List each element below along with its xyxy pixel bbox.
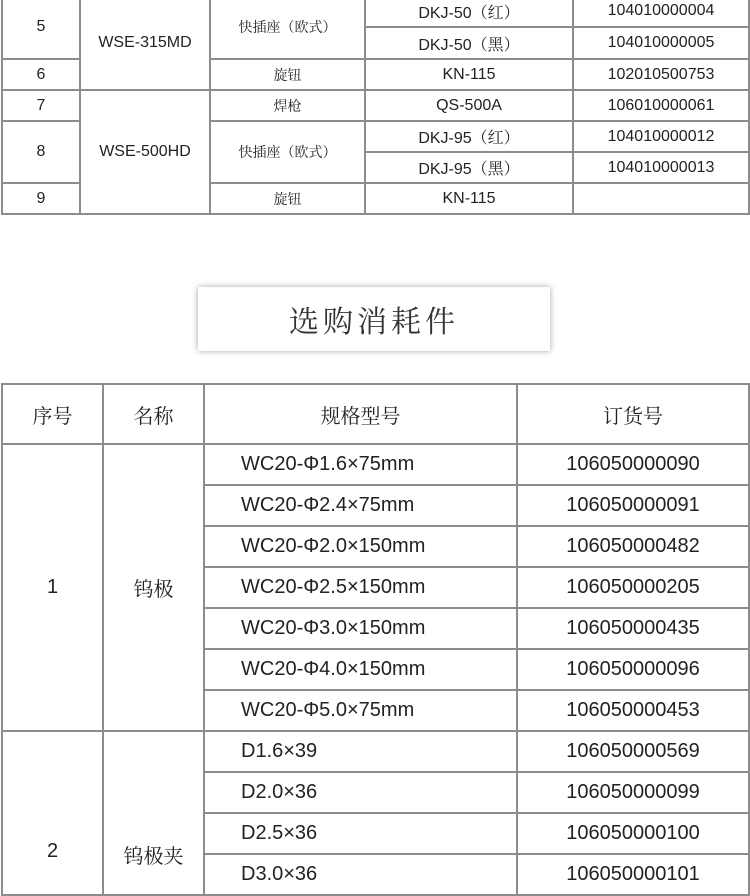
accessories-table bbox=[1, 0, 750, 215]
order-number-cell: 106050000090 bbox=[517, 444, 749, 485]
row-number: 8 bbox=[2, 121, 80, 183]
group-number: 2 bbox=[2, 731, 103, 895]
table-row bbox=[2, 0, 749, 27]
machine-model: WSE-500HD bbox=[80, 90, 210, 214]
order-number-cell: 106050000453 bbox=[517, 690, 749, 731]
header-spec-model: 规格型号 bbox=[204, 384, 517, 444]
table-row bbox=[2, 731, 749, 772]
spec-cell: D2.5×36 bbox=[204, 813, 517, 854]
part-spec: DKJ-95（黑） bbox=[365, 152, 573, 183]
table-row bbox=[2, 444, 749, 485]
row-number: 5 bbox=[2, 0, 80, 59]
spec-cell: WC20-Φ2.4×75mm bbox=[204, 485, 517, 526]
row-number: 7 bbox=[2, 90, 80, 121]
row-number: 9 bbox=[2, 183, 80, 214]
order-number-cell: 106050000091 bbox=[517, 485, 749, 526]
part-name: 旋钮 bbox=[210, 59, 365, 90]
spec-cell: WC20-Φ2.5×150mm bbox=[204, 567, 517, 608]
order-number: 104010000004 bbox=[573, 0, 749, 27]
table-row bbox=[2, 90, 749, 121]
part-spec: DKJ-95（红） bbox=[365, 121, 573, 152]
order-number: 106010000061 bbox=[573, 90, 749, 121]
part-spec: KN-115 bbox=[365, 59, 573, 90]
order-number-cell: 106050000569 bbox=[517, 731, 749, 772]
order-number bbox=[573, 183, 749, 214]
part-spec: DKJ-50（红） bbox=[365, 0, 573, 27]
part-spec: KN-115 bbox=[365, 183, 573, 214]
row-number: 6 bbox=[2, 59, 80, 90]
group-name: 钨极夹 bbox=[103, 731, 204, 895]
machine-model: WSE-315MD bbox=[80, 0, 210, 90]
order-number-cell: 106050000100 bbox=[517, 813, 749, 854]
order-number-cell: 106050000101 bbox=[517, 854, 749, 895]
spec-cell: WC20-Φ1.6×75mm bbox=[204, 444, 517, 485]
order-number: 102010500753 bbox=[573, 59, 749, 90]
part-spec: QS-500A bbox=[365, 90, 573, 121]
header-serial-number: 序号 bbox=[2, 384, 103, 444]
header-order-number: 订货号 bbox=[517, 384, 749, 444]
order-number-cell: 106050000482 bbox=[517, 526, 749, 567]
order-number-cell: 106050000435 bbox=[517, 608, 749, 649]
spec-cell: WC20-Φ3.0×150mm bbox=[204, 608, 517, 649]
table-header-row bbox=[2, 384, 749, 444]
order-number: 104010000005 bbox=[573, 27, 749, 59]
order-number: 104010000013 bbox=[573, 152, 749, 183]
section-title: 选购消耗件 bbox=[289, 306, 459, 339]
part-name: 快插座（欧式） bbox=[210, 0, 365, 59]
group-name: 钨极 bbox=[103, 444, 204, 731]
spec-cell: D1.6×39 bbox=[204, 731, 517, 772]
order-number-cell: 106050000096 bbox=[517, 649, 749, 690]
part-name: 旋钮 bbox=[210, 183, 365, 214]
spec-cell: WC20-Φ2.0×150mm bbox=[204, 526, 517, 567]
consumables-table bbox=[1, 383, 750, 896]
section-title-box bbox=[198, 287, 550, 351]
part-name: 快插座（欧式） bbox=[210, 121, 365, 183]
spec-cell: WC20-Φ4.0×150mm bbox=[204, 649, 517, 690]
order-number-cell: 106050000099 bbox=[517, 772, 749, 813]
spec-cell: WC20-Φ5.0×75mm bbox=[204, 690, 517, 731]
group-number: 1 bbox=[2, 444, 103, 731]
part-name: 焊枪 bbox=[210, 90, 365, 121]
header-name: 名称 bbox=[103, 384, 204, 444]
spec-cell: D3.0×36 bbox=[204, 854, 517, 895]
order-number-cell: 106050000205 bbox=[517, 567, 749, 608]
part-spec: DKJ-50（黑） bbox=[365, 27, 573, 59]
order-number: 104010000012 bbox=[573, 121, 749, 152]
spec-cell: D2.0×36 bbox=[204, 772, 517, 813]
